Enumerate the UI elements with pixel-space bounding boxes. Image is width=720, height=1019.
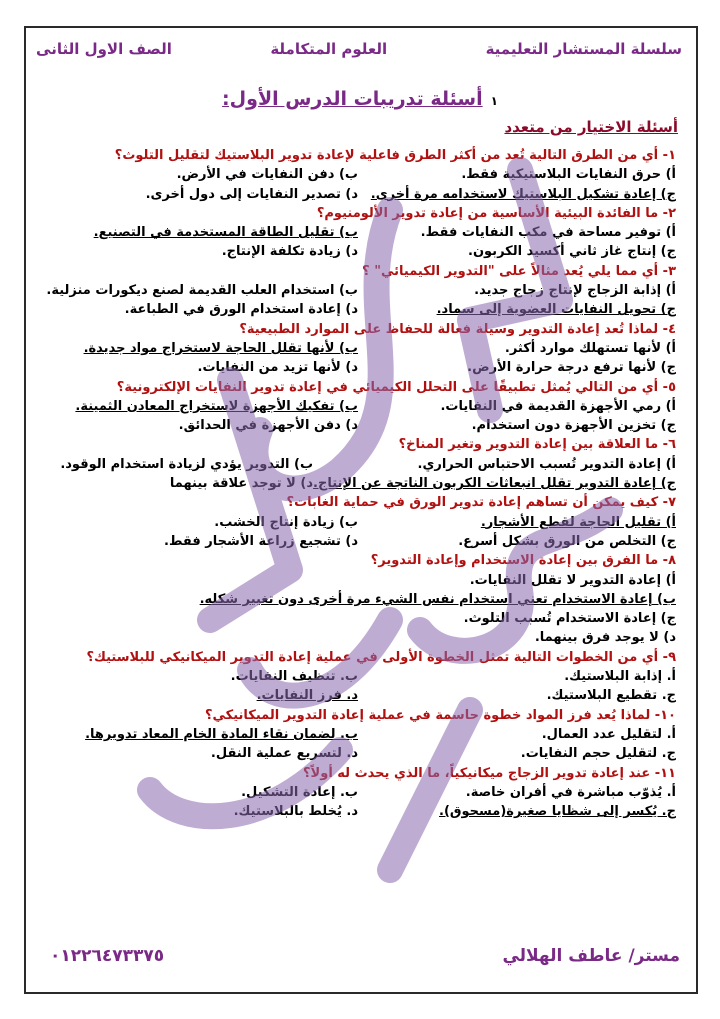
option-text: أ. يُذوّب مباشرة في أفران خاصة. — [465, 784, 676, 800]
option-text: أ. إذابة البلاستيك. — [564, 669, 676, 685]
option-text: د. يُخلط بالبلاستيك. — [233, 804, 358, 820]
option-text: ج) لأنها ترفع درجة حرارة الأرض. — [467, 360, 676, 376]
option-text: د. فرز النفايات. — [256, 688, 358, 704]
option-text: د) تشجيع زراعة الأشجار فقط. — [164, 533, 358, 549]
options-grid — [40, 513, 676, 552]
option-text: أ) إعادة التدوير تُسبب الاحتباس الحراري. — [417, 456, 676, 472]
option-text: ج) تخزين الأجهزة دون استخدام. — [471, 418, 676, 434]
option-text: د) لا توجد علاقة بينهما — [169, 476, 314, 492]
section-title: أسئلة الاختيار من متعدد — [504, 118, 678, 136]
option-text: أ) تقليل الحاجة لقطع الأشجار. — [480, 514, 676, 530]
option-text: د. لتسريع عملية النقل. — [210, 746, 358, 762]
option-text: أ) توفير مساحة في مكب النفايات فقط. — [420, 225, 676, 241]
option-text: ج) إعادة تشكيل البلاستيك لاستخدامه مرة أخرى. — [370, 186, 676, 202]
option-text: ب) التدوير يؤدي لزيادة استخدام الوقود. — [60, 456, 314, 472]
question-text: ٨- ما الفرق بين إعادة الاستخدام وإعادة التدوير؟ — [370, 553, 676, 569]
page-header — [36, 40, 682, 66]
question-text: ٩- أي من الخطوات التالية تمثل الخطوة الأولى في عملية إعادة التدوير الميكانيكي للبلاستيك؟ — [86, 649, 676, 665]
option-text: أ) لأنها تستهلك موارد أكثر. — [504, 340, 676, 356]
option-text: ج) إعادة الاستخدام تُسبب التلوث. — [463, 611, 676, 627]
series-name: سلسلة المستشار التعليمية — [485, 40, 682, 58]
option-text: أ) إعادة التدوير لا تقلل النفايات. — [469, 572, 676, 588]
options-grid — [40, 783, 676, 822]
option-text: أ) إذابة الزجاج لإنتاج زجاج جديد. — [474, 283, 676, 299]
page-footer — [50, 946, 680, 966]
option-text: ب. إعادة التشكيل. — [241, 784, 358, 800]
grade-name: الصف الاول الثانى — [36, 40, 172, 58]
option-text: أ. لتقليل عدد العمال. — [541, 726, 676, 742]
question-text: ١١- عند إعادة تدوير الزجاج ميكانيكياً، ما الذي يحدث له أولاً؟ — [303, 765, 676, 781]
option-text: ب. تنظيف النفايات. — [230, 669, 358, 685]
title-number: ١ — [490, 94, 498, 108]
options-grid — [40, 281, 676, 320]
option-text: د) تصدير النفايات إلى دول أخرى. — [145, 186, 358, 202]
question-text: ١٠- لماذا يُعد فرز المواد خطوة حاسمة في عملية إعادة التدوير الميكانيكي؟ — [204, 707, 676, 723]
option-text: ب) تقليل الطاقة المستخدمة في التصنيع. — [93, 225, 358, 241]
options-grid — [40, 397, 676, 436]
question-text: ٣- أي مما يلي يُعد مثالاً على "التدوير الكيميائي" ؟ — [362, 263, 676, 279]
option-text: ج) تحويل النفايات العضوية إلى سماد. — [436, 302, 676, 318]
options-grid — [40, 725, 676, 764]
option-text: ب) لأنها تقلل الحاجة لاستخراج مواد جديدة. — [83, 340, 358, 356]
option-text: ج) إعادة التدوير تقلل انبعاثات الكربون الناتجة عن الإنتاج. — [313, 476, 676, 492]
options-grid — [40, 223, 676, 262]
subject-name: العلوم المتكاملة — [270, 40, 388, 58]
options-grid — [40, 339, 676, 378]
option-text: د) لا يوجد فرق بينهما. — [534, 630, 676, 646]
page-title — [0, 88, 720, 110]
option-text: ب) استخدام العلب القديمة لصنع ديكورات منزلية. — [46, 283, 358, 299]
option-text: د) زيادة تكلفة الإنتاج. — [221, 244, 358, 260]
option-text: ج) إنتاج غاز ثاني أكسيد الكربون. — [468, 244, 676, 260]
option-text: أ) حرق النفايات البلاستيكية فقط. — [461, 167, 676, 183]
question-text: ٤- لماذا تُعد إعادة التدوير وسيلة فعالة للحفاظ على الموارد الطبيعية؟ — [239, 321, 676, 337]
title-text: أسئلة تدريبات الدرس الأول: — [222, 88, 483, 110]
question-text: ١- أي من الطرق التالية تُعد من أكثر الطرق فاعلية لإعادة تدوير البلاستيك لتقليل التلوث؟ — [114, 148, 676, 163]
option-text: ب. لضمان نقاء المادة الخام المعاد تدويرها. — [85, 726, 358, 742]
phone-number: ٠١٢٢٦٤٧٣٣٧٥ — [50, 946, 165, 966]
option-text: ج. لتقليل حجم النفايات. — [520, 746, 676, 762]
question-text: ٦- ما العلاقة بين إعادة التدوير وتغير المناخ؟ — [398, 437, 676, 453]
option-text: ب) دفن النفايات في الأرض. — [176, 167, 358, 183]
question-text: ٢- ما الفائدة البيئية الأساسية من إعادة تدوير الألومنيوم؟ — [316, 205, 676, 221]
option-text: ج. يُكسر إلى شظايا صغيرة(مسحوق). — [439, 804, 676, 820]
option-text: ب) زيادة إنتاج الخشب. — [214, 514, 358, 530]
option-text: د) لأنها تزيد من النفايات. — [197, 360, 358, 376]
option-text: د) إعادة استخدام الورق في الطباعة. — [124, 302, 358, 318]
option-text: ج) التخلص من الورق بشكل أسرع. — [458, 533, 676, 549]
question-text: ٧- كيف يمكن أن تساهم إعادة تدوير الورق في حماية الغابات؟ — [286, 495, 676, 511]
option-text: أ) رمي الأجهزة القديمة في النفايات. — [440, 398, 676, 414]
option-text: ب) تفكيك الأجهزة لاستخراج المعادن الثمينة. — [75, 398, 358, 414]
question-text: ٥- أي من التالي يُمثل تطبيقًا على التحلل الكيميائي في إعادة تدوير النفايات الإلكترونية؟ — [116, 379, 676, 395]
option-text: ج. تقطيع البلاستيك. — [546, 688, 676, 704]
options-grid — [40, 455, 676, 494]
options-grid — [40, 165, 676, 204]
option-text: د) دفن الأجهزة في الحدائق. — [178, 418, 358, 434]
questions-list — [40, 146, 676, 821]
options-grid — [40, 667, 676, 706]
option-text: ب) إعادة الاستخدام تعني استخدام نفس الشيء مرة أخرى دون تغيير شكله. — [199, 591, 676, 607]
teacher-name: مستر/ عاطف الهلالي — [502, 946, 680, 966]
